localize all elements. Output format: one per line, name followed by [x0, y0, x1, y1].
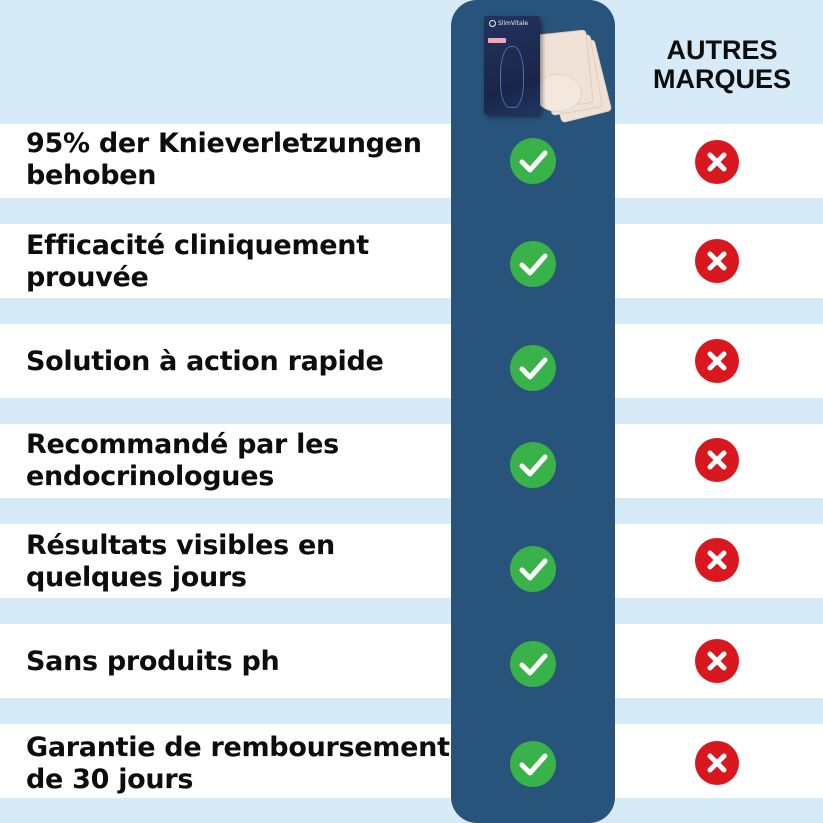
red-x-icon: [695, 741, 739, 785]
red-x-icon: [695, 639, 739, 683]
green-check-icon: [510, 546, 556, 592]
row-label-3: Solution à action rapide: [26, 346, 384, 377]
product-box: [484, 16, 540, 114]
red-x-icon: [695, 538, 739, 582]
green-check-icon: [510, 741, 556, 787]
patch-round: [534, 74, 582, 112]
brand-logo-icon: [489, 20, 496, 27]
green-check-icon: [510, 241, 556, 287]
row-label-2: Efficacité cliniquement prouvée: [26, 230, 369, 293]
green-check-icon: [510, 641, 556, 687]
green-check-icon: [510, 442, 556, 488]
product-tag: [488, 38, 506, 43]
other-brands-header: AUTRES MARQUES: [652, 35, 791, 94]
row-label-7: Garantie de remboursement de 30 jours: [26, 732, 450, 795]
product-column: [451, 0, 615, 823]
red-x-icon: [695, 140, 739, 184]
row-label-5: Résultats visibles en quelques jours: [26, 530, 335, 593]
row-label-4: Recommandé par les endocrinologues: [26, 429, 339, 492]
product-brand: SlimVitale: [498, 20, 529, 27]
green-check-icon: [510, 345, 556, 391]
red-x-icon: [695, 339, 739, 383]
red-x-icon: [695, 239, 739, 283]
green-check-icon: [510, 138, 556, 184]
red-x-icon: [695, 438, 739, 482]
row-label-6: Sans produits ph: [26, 646, 280, 677]
row-label-1: 95% der Knieverletzungen behoben: [26, 128, 422, 191]
body-silhouette-icon: [500, 46, 524, 108]
